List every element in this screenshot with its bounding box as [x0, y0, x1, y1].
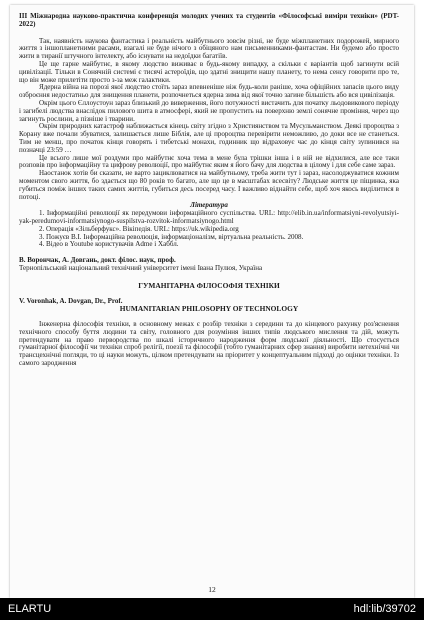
footer-handle: hdl:lib/39702 — [353, 603, 416, 615]
authors-en: V. Voronhak, A. Dovgan, Dr., Prof. — [19, 296, 123, 305]
literature-heading: Література — [190, 201, 228, 210]
body-paragraph: Ядерна війна на порозі якої людство стоїть зараз впевненіше ніж будь-коли раніше, хоча офіційних запасів цього виду озброєння недостатньо для знищення планети, розпочнеться ядерна зима від якої точно загине більшість або вся цивілізація. — [19, 83, 399, 100]
page-content — [19, 13, 399, 368]
reference-item: 1. Інформаційні революції як передумови інформаційного суспільства. URL: http://elib.in.ua/informatsiyni-revolyutsiyi-yak-peredumovi-informatsiynogo-suspilstva-rozvitok-informatsiynogo.html — [19, 209, 399, 225]
reference-item: 2. Операція «Зільберфукс». Вікіпедія. URL: https://uk.wikipedia.org — [39, 224, 239, 233]
footer-bar — [0, 598, 424, 620]
body-paragraph: Окрім цього Єллоустоун зараз близький до виверження, його потужності вистачить для початку льодовикового періоду і загибелі людства внаслідок пилового шита в атмосфері, який не пропустить на поверхню землі сонячне проміння, через що загинуть рослини, а пізніше і тварини. — [19, 98, 399, 123]
body-paragraph: Окрім природних катастроф наближається кінець світу згідно з Християнством та Мусульманством. Деякі пророцтва з Корану вже почали збуватися, залишається лише Біблія, але ці пророцтва перевірити неможливо, до доки все не станеться. Тим не менш, про початок кінця говорять і тибетські монахи, годинник що відраховує час до кінця світу зупинився на позначці 23:59 … — [19, 122, 399, 154]
body-paragraph: Це ще гарне майбутнє, в якому людство виживає в будь-якому випадку, а скільки є варіантів щоб загинути всій цивілізації. Тільки в Сонячній системі є тисячі астероїдів, що здатні знищити нашу планету, то нема сенсу говорити про те, що він може прилетіти просто з-за меж галактики. — [19, 59, 399, 84]
body-paragraph: Наостанок хотів би сказати, не варто зациклюватися на майбутньому, треба жити тут і зараз, насолоджуватися кожним моментом свого життя, бо здається що 80 років то багато, але що це в масштабах всесвіту? Людське життя це піщинка, яка губиться поміж інших таких самих життів, губиться десь посеред часу. І важливо віднайти себе, щоб хоч якось виділитися в потоці. — [19, 169, 399, 201]
page-number: 12 — [208, 585, 216, 594]
body-paragraph: Інженерна філософія техніки, в основному межах є розбір техніки з середини та до кінцевого рахунку роз'яснення технічного способу буття людини та світу, головного для розуміння інших типів людського мислення та дій, можуть претендувати на право первородства по шкалі історичного народження форм людської діяльності. Що стосується гуманітарної філософії чи техніки спроб релігії, поезії та філософії (тобто гуманітарних сфер знання) виробити нетехнічні чи трансцехнічні погляди, то ці науки можуть, цілком претендувати на пріоритет у концептуальним підході до оцінки техніки. Із самого зародження — [19, 320, 399, 368]
authors-ua: В. Ворончак, А. Довгань, докт. філос. наук, проф. — [19, 256, 176, 265]
body-paragraph: Це всього лише мої роздуми про майбутнє хоча тема в мене була трішки інша і в ній не відхилися, але все таки розповів про інформаційну та цифрову революції, про майбутнє яким я його бачу для людства в цілому і для себе саме зараз. — [19, 153, 399, 170]
conference-header: ІІІ Міжнародна науково-практична конференція молодих учених та студентів «Філософські виміри техніки» (PDT-2022) — [19, 12, 399, 28]
body-paragraph: Так, наявність наукова фантастика і реальність майбутнього зовсім різні, не буде міжпланетних подорожей, мирного життя з іншопланетними расами, взагалі не буде нічого з обіцяного нам письменниками-фантастам. Ни будемо або просто жити в тиранії штучного інтелекту, або існувати на недоїдки багатіїв. — [19, 36, 399, 61]
reference-item: 4. Відео в Youtube користувачів Adme і Хаббл. — [39, 240, 179, 249]
section-title: ГУМАНІТАРНА ФІЛОСОФІЯ ТЕХНІКИ — [138, 280, 280, 290]
reference-item: 3. Пожуєв В.І. Інформаційна революція, інформаціоналізм, віртуальна реальність. 2008. — [39, 232, 304, 241]
affiliation-ua: Тернопільський національний технічний університет імені Івана Пулюя, Україна — [19, 263, 263, 272]
article-title-en: HUMANITARIAN PHILOSOPHY OF TECHNOLOGY — [119, 304, 299, 314]
footer-repository-name: ELARTU — [8, 603, 52, 615]
